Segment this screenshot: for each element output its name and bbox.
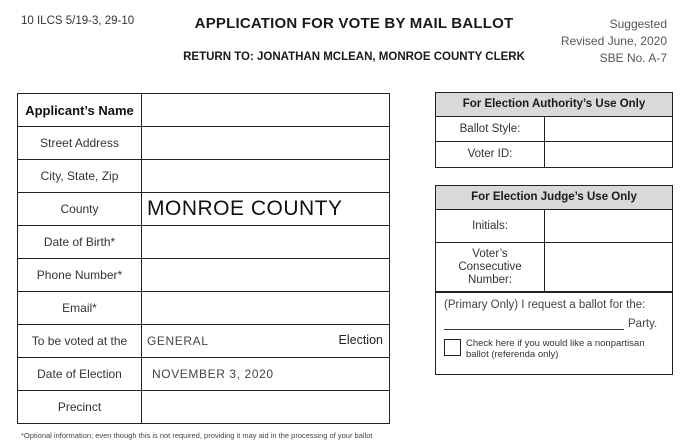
- revised-date: Revised June, 2020: [560, 34, 667, 48]
- consecutive-number-label: Voter’s Consecutive Number:: [436, 243, 545, 291]
- phone-number-field[interactable]: [142, 259, 390, 292]
- row-email: [18, 292, 390, 325]
- applicant-name-field[interactable]: [142, 94, 390, 127]
- street-address-field[interactable]: [142, 127, 390, 160]
- city-state-zip-label: City, State, Zip: [18, 160, 142, 193]
- voter-id-row: [436, 142, 672, 167]
- consecutive-number-row: [436, 243, 672, 291]
- applicant-info-table: [17, 93, 390, 424]
- date-of-birth-field[interactable]: [142, 226, 390, 259]
- statute-reference: 10 ILCS 5/19-3, 29-10: [21, 15, 135, 27]
- row-date-of-election: [18, 358, 390, 391]
- election-type-field[interactable]: [142, 325, 390, 358]
- date-of-election-label: Date of Election: [18, 358, 142, 391]
- election-judge-panel: [435, 185, 673, 292]
- row-election-type: [18, 325, 390, 358]
- election-type-label: To be voted at the: [18, 325, 142, 358]
- county-value: MONROE COUNTY: [147, 197, 343, 220]
- nonpartisan-checkbox-label: Check here if you would like a nonpartisan ballot (referenda only): [466, 338, 645, 360]
- initials-row: [436, 210, 672, 243]
- primary-request-text: (Primary Only) I request a ballot for the:: [444, 299, 646, 311]
- email-field[interactable]: [142, 292, 390, 325]
- primary-ballot-section: [435, 292, 673, 375]
- county-label: County: [18, 193, 142, 226]
- nonpartisan-checkbox[interactable]: [444, 339, 461, 356]
- date-of-birth-label: Date of Birth*: [18, 226, 142, 259]
- email-label: Email*: [18, 292, 142, 325]
- election-judge-title: For Election Judge’s Use Only: [436, 186, 672, 210]
- applicant-name-label: Applicant’s Name: [18, 94, 142, 127]
- precinct-label: Precinct: [18, 391, 142, 424]
- row-precinct: [18, 391, 390, 424]
- date-of-election-field[interactable]: [142, 358, 390, 391]
- precinct-field[interactable]: [142, 391, 390, 424]
- county-field[interactable]: [142, 193, 390, 226]
- row-applicant-name: [18, 94, 390, 127]
- sbe-number: SBE No. A-7: [599, 51, 667, 65]
- row-date-of-birth: [18, 226, 390, 259]
- row-county: [18, 193, 390, 226]
- optional-info-footnote: *Optional information; even though this is not required, providing it may aid in the processing of your ballot: [21, 431, 373, 440]
- street-address-label: Street Address: [18, 127, 142, 160]
- ballot-style-field[interactable]: [545, 117, 672, 141]
- party-suffix: Party.: [628, 318, 658, 330]
- row-street-address: [18, 127, 390, 160]
- initials-label: Initials:: [436, 210, 545, 242]
- row-phone-number: [18, 259, 390, 292]
- phone-number-label: Phone Number*: [18, 259, 142, 292]
- ballot-style-row: [436, 117, 672, 142]
- ballot-style-label: Ballot Style:: [436, 117, 545, 141]
- initials-field[interactable]: [545, 210, 672, 242]
- date-of-election-value: NOVEMBER 3, 2020: [152, 367, 274, 381]
- consecutive-number-field[interactable]: [545, 243, 672, 291]
- election-authority-panel: [435, 92, 673, 168]
- suggested-label: Suggested: [609, 17, 667, 31]
- voter-id-field[interactable]: [545, 142, 672, 167]
- nonpartisan-option: [444, 338, 664, 360]
- voter-id-label: Voter ID:: [436, 142, 545, 167]
- return-to-line: RETURN TO: JONATHAN MCLEAN, MONROE COUNTY CLERK: [183, 51, 525, 63]
- election-type-value: GENERAL: [147, 334, 209, 348]
- city-state-zip-field[interactable]: [142, 160, 390, 193]
- election-authority-title: For Election Authority’s Use Only: [436, 93, 672, 117]
- form-title: APPLICATION FOR VOTE BY MAIL BALLOT: [194, 15, 514, 32]
- party-line: [444, 318, 664, 330]
- row-city-state-zip: [18, 160, 390, 193]
- party-blank-field[interactable]: [444, 318, 624, 330]
- election-suffix: Election: [338, 333, 383, 347]
